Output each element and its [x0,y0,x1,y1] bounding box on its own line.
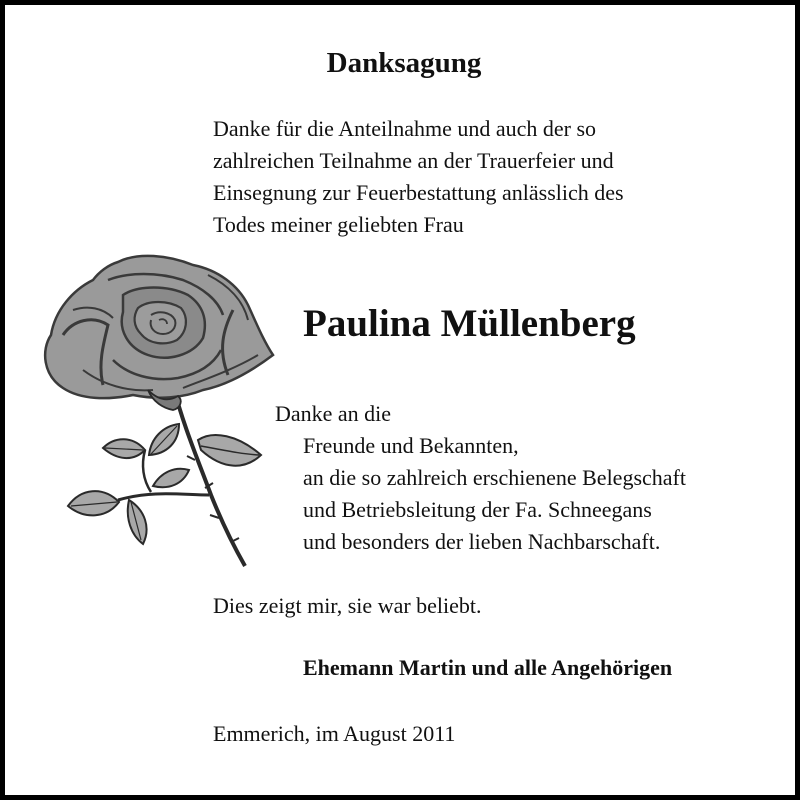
thanks-heading: Danke an die [275,401,392,426]
intro-line: Danke für die Anteilnahme und auch der so [213,116,597,141]
thanks-line: und besonders der lieben Nachbarschaft. [303,529,661,554]
rose-illustration [33,250,285,570]
closing-text: Dies zeigt mir, sie war beliebt. [213,593,482,618]
signature: Ehemann Martin und alle Angehörigen [303,655,673,680]
notice-title: Danksagung [326,47,482,79]
thanks-line: an die so zahlreich erschienene Belegschaft [303,465,686,490]
place-date: Emmerich, im August 2011 [213,721,456,746]
deceased-name: Paulina Müllenberg [303,302,636,345]
intro-line: Todes meiner geliebten Frau [213,212,464,237]
thanks-line: und Betriebsleitung der Fa. Schneegans [303,497,652,522]
intro-text [213,113,624,241]
intro-line: Einsegnung zur Feuerbestattung anlässlich des [213,180,624,205]
thanks-line: Freunde und Bekannten, [303,433,519,458]
intro-line: zahlreichen Teilnahme an der Trauerfeier und [213,148,614,173]
